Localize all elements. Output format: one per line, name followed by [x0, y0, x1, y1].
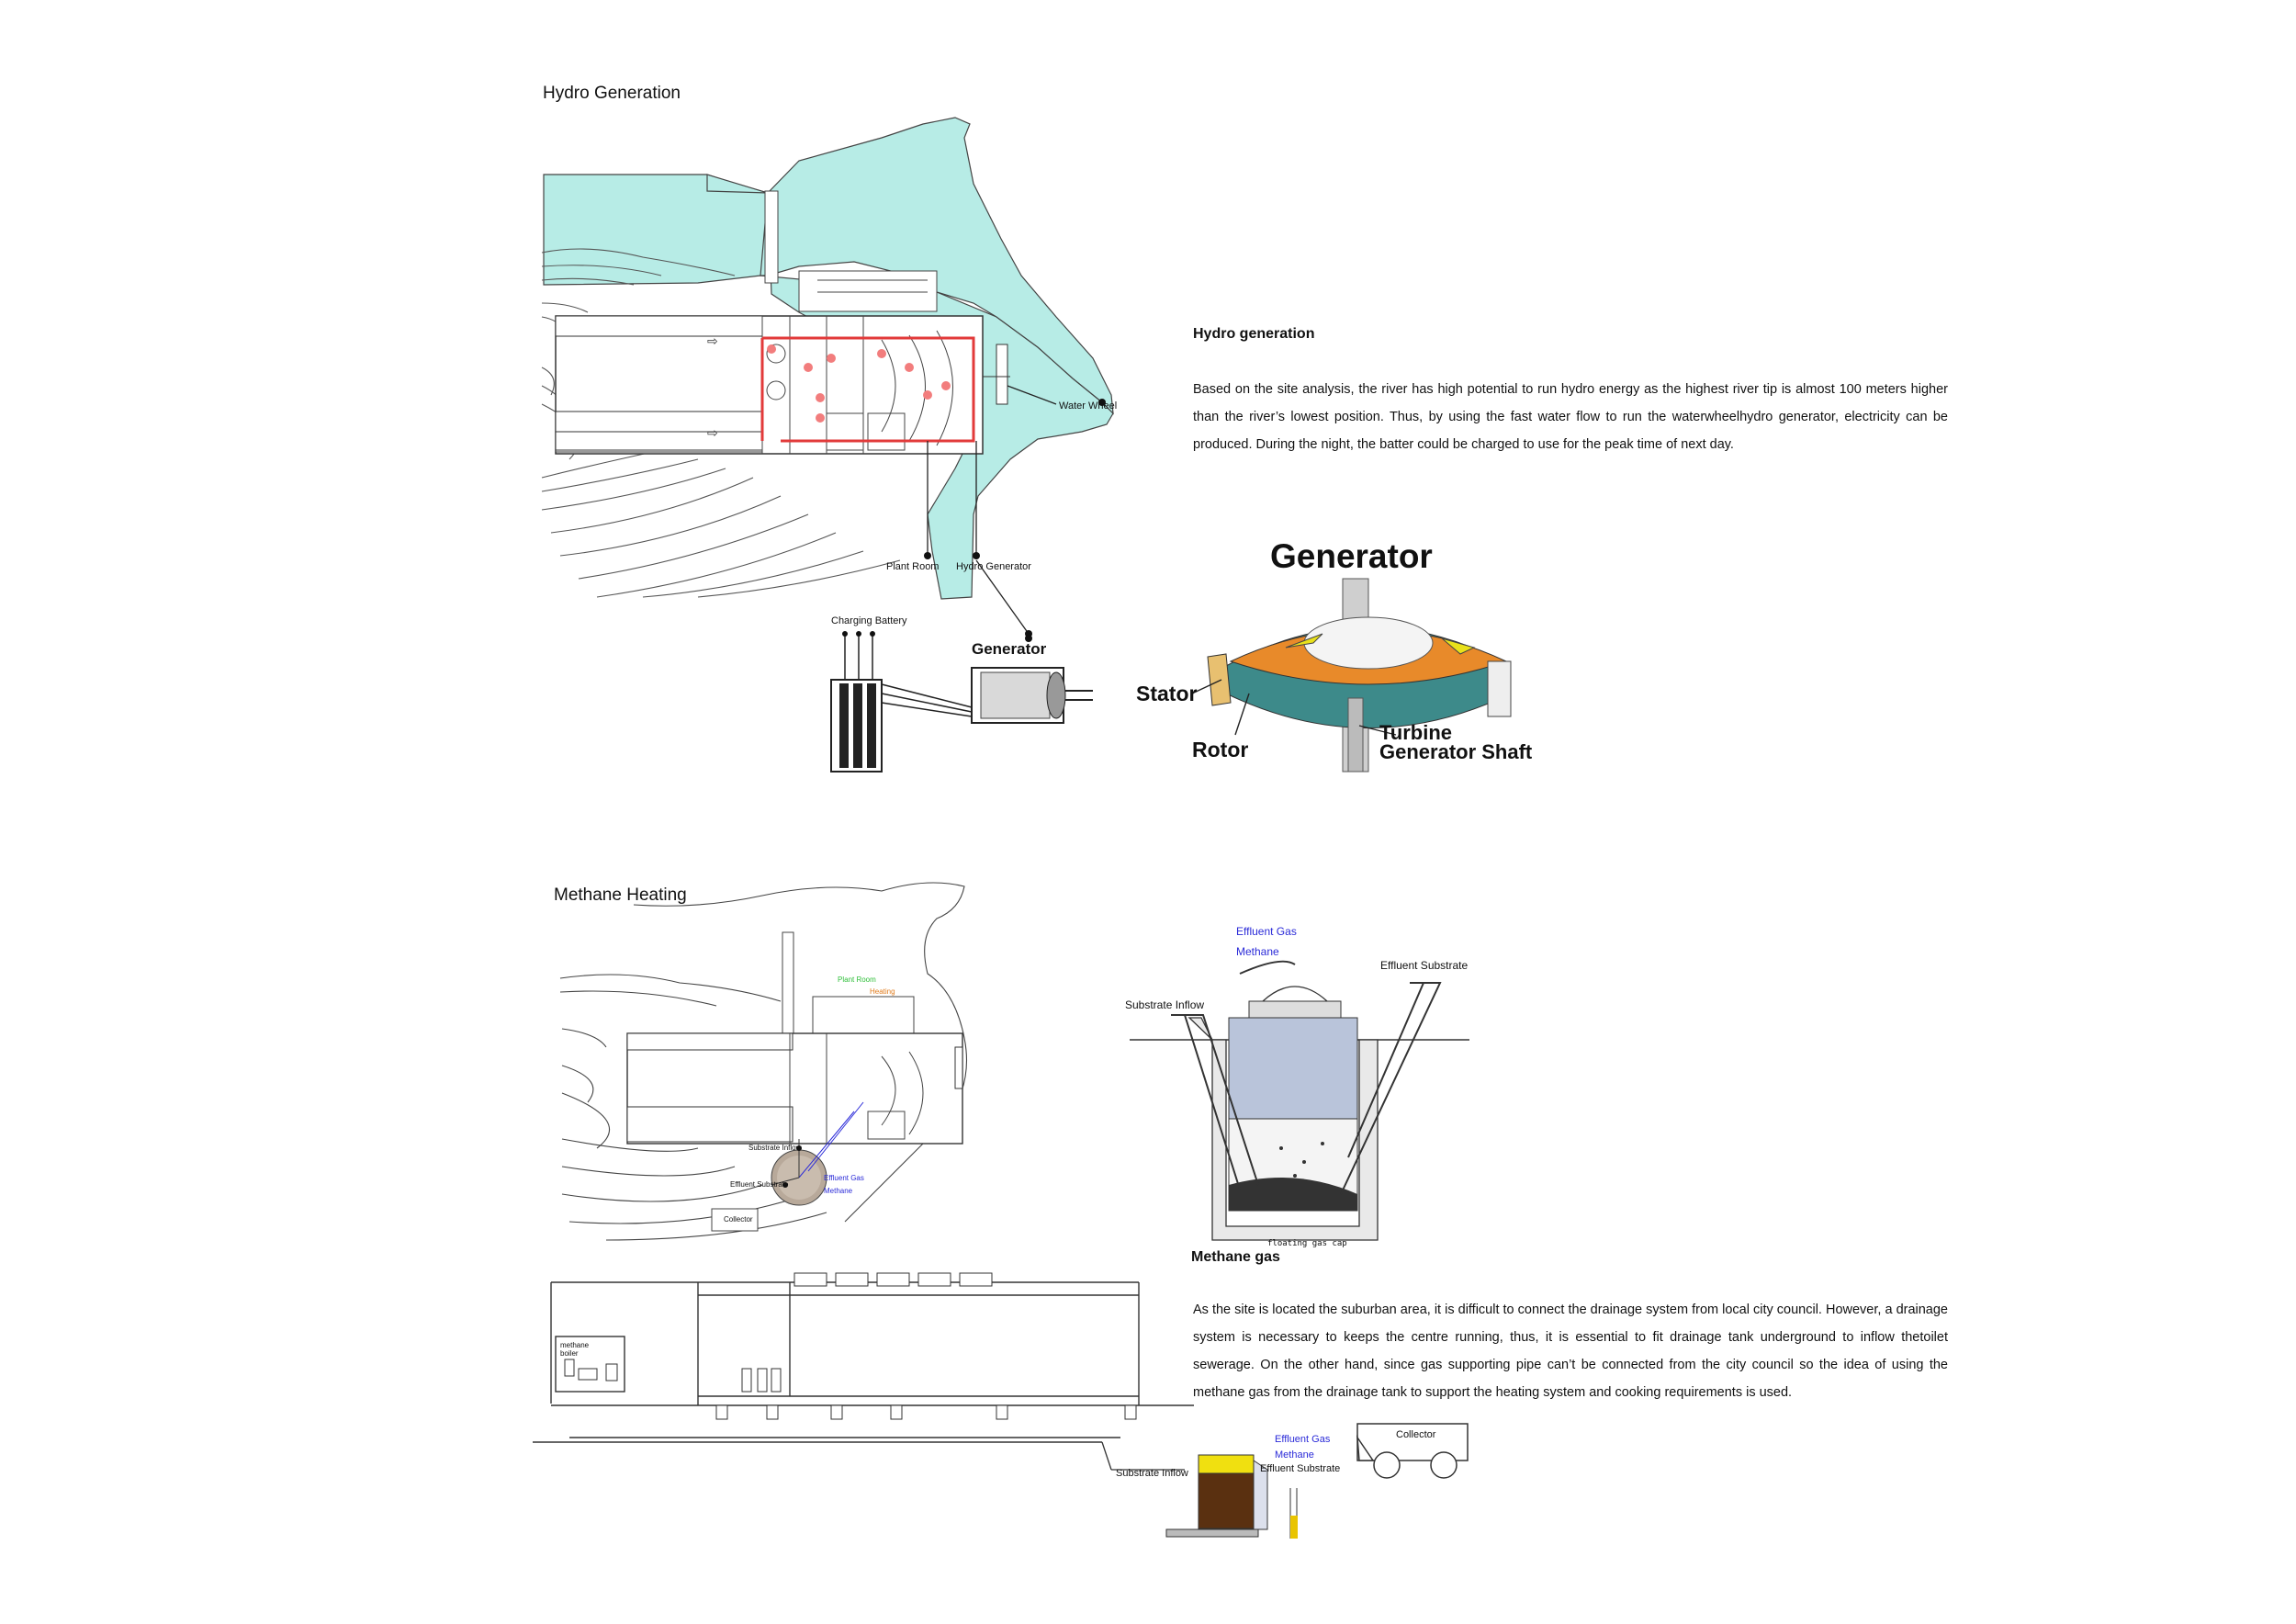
plan-label-substrate-inflow: Substrate Inflow [748, 1144, 802, 1152]
hydro-section-title: Hydro Generation [543, 84, 681, 103]
hydro-paragraph: Based on the site analysis, the river has high potential to run hydro energy as the highest river tip is almost 100 meters higher than the river’s lowest position. Thus, by using the fast water flow to run the waterwheelhydro generator, electricity can be produced. During the night, the batter could be charged to use for the peak time of next day. [1193, 382, 1948, 452]
methane-section-title: Methane Heating [554, 885, 687, 905]
plan-label-effluent-gas: Effluent Gas [824, 1174, 864, 1182]
section-label-effluent-substrate: Effluent Substrate [1260, 1463, 1341, 1474]
plan-label-methane: Methane [824, 1187, 853, 1195]
digester-label-effluent-substrate: Effluent Substrate [1380, 959, 1469, 972]
svg-text:⇨: ⇨ [707, 425, 718, 440]
plan-label-effluent-substrate: Effluent Substrate [730, 1180, 789, 1189]
section-label-collector: Collector [1396, 1429, 1436, 1440]
plan-label-heating: Heating [870, 987, 895, 996]
plan-label-collector: Collector [724, 1215, 753, 1224]
label-generator-small: Generator [972, 640, 1047, 658]
label-generator-shaft: Generator Shaft [1379, 740, 1533, 763]
label-water-wheel: Water Wheel [1059, 400, 1118, 412]
digester-label-methane: Methane [1236, 945, 1279, 958]
digester-caption: floating gas cap [1267, 1239, 1347, 1248]
digester-label-effluent-gas: Effluent Gas [1236, 925, 1297, 938]
section-label-substrate-inflow: Substrate Inflow [1116, 1468, 1188, 1479]
methane-heading: Methane gas [1191, 1249, 1280, 1265]
plan-label-plant-room: Plant Room [838, 976, 876, 984]
generator-diagram-title: Generator [1270, 537, 1433, 575]
label-charging-battery: Charging Battery [831, 615, 907, 626]
section-label-methane: Methane [1275, 1449, 1314, 1460]
methane-paragraph: As the site is located the suburban area, it is difficult to connect the drainage system from local city council. However, a drainage system is necessary to keeps the centre running, thus, it is essential to fit drainage tank underground to inflow thetoilet sewerage. On the other hand, since gas supporting pipe can’t be connected from the city council so the idea of using the methane gas from the drainage tank to support the heating system and cooking requirements is used. [1193, 1303, 1948, 1400]
section-label-effluent-gas: Effluent Gas [1275, 1434, 1331, 1445]
label-rotor: Rotor [1192, 738, 1249, 761]
label-turbine: Turbine [1379, 721, 1453, 744]
label-hydro-generator: Hydro Generator [956, 561, 1031, 572]
label-stator: Stator [1136, 682, 1198, 705]
hydro-heading: Hydro generation [1193, 326, 1315, 342]
section-label-methane-boiler: methane boiler [560, 1341, 590, 1358]
digester-label-substrate-inflow: Substrate Inflow [1125, 998, 1205, 1011]
label-plant-room: Plant Room [886, 561, 940, 572]
svg-text:⇨: ⇨ [707, 333, 718, 348]
